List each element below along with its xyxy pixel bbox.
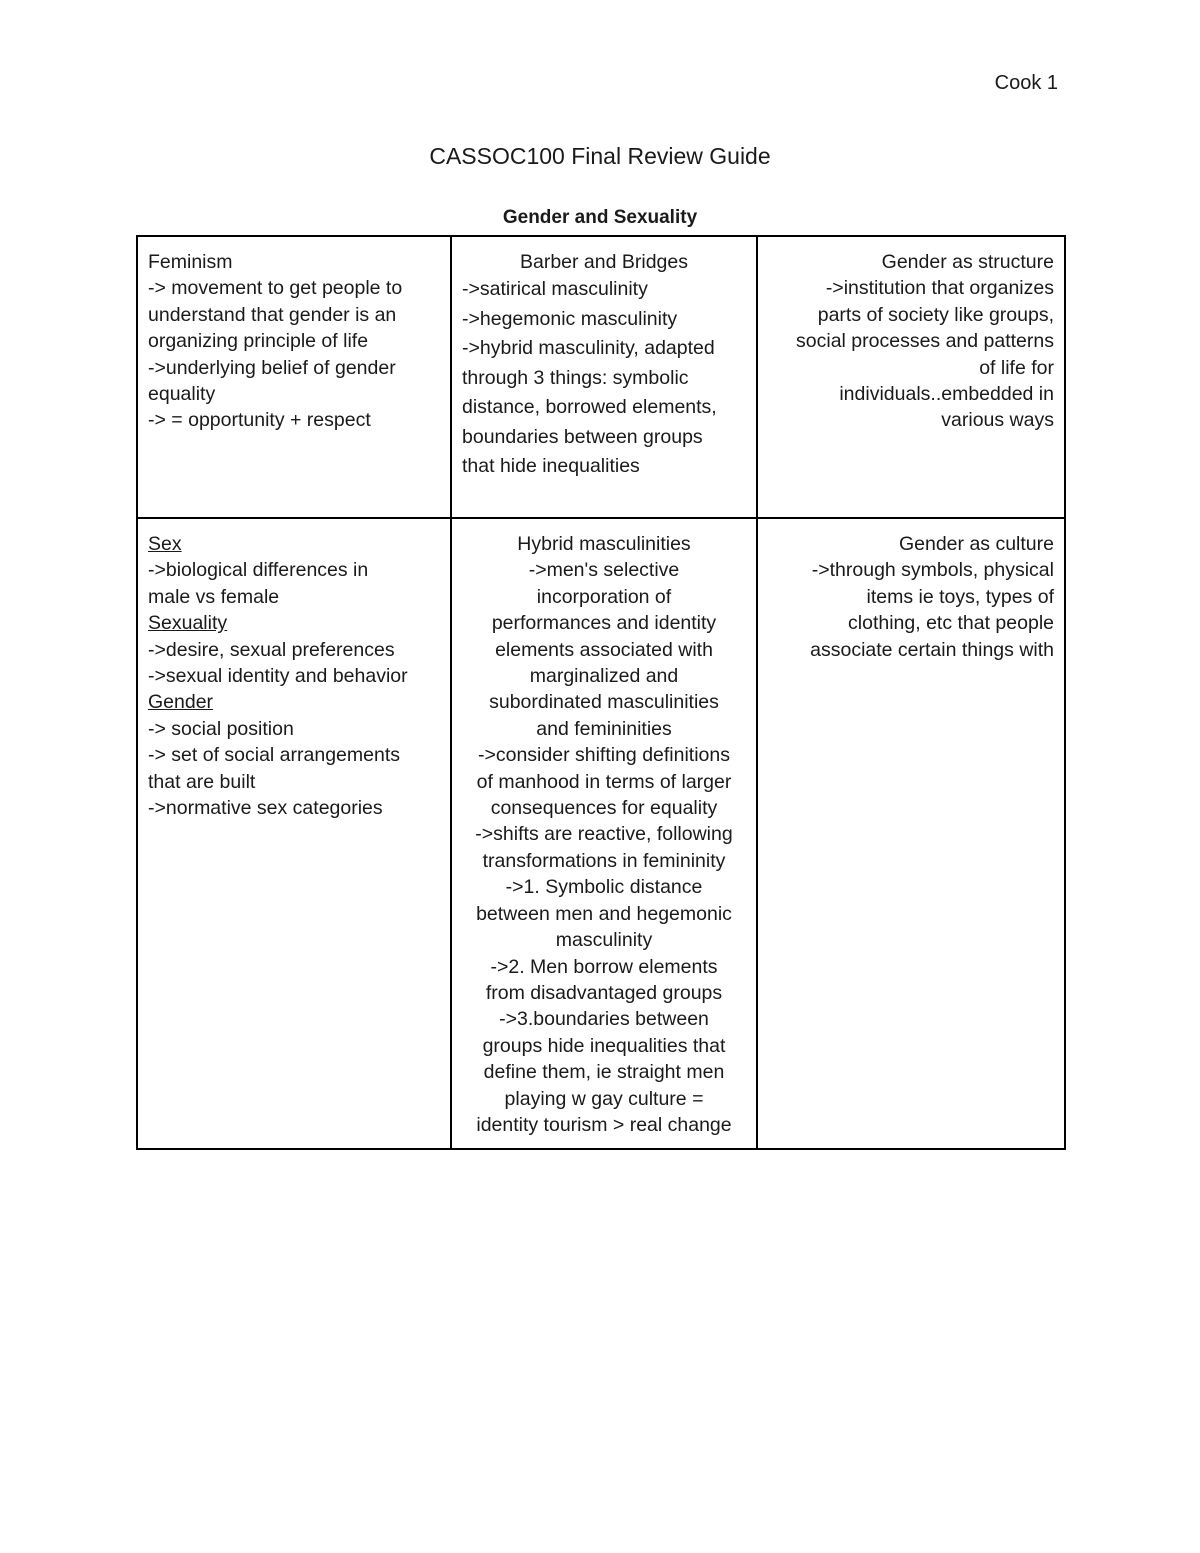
cell-line: ->desire, sexual preferences xyxy=(148,638,395,661)
gender-heading: Gender xyxy=(148,691,214,714)
cell-line: that are built xyxy=(148,770,256,793)
cell-sex-sexuality-gender xyxy=(137,518,451,1149)
cell-line: Feminism xyxy=(148,251,233,273)
cell-line: distance, borrowed elements, xyxy=(462,396,717,419)
cell-line: subordinated masculinities xyxy=(489,691,719,714)
cell-line: elements associated with xyxy=(495,638,713,661)
cell-barber-and-bridges xyxy=(451,236,757,518)
cell-line: ->2. Men borrow elements xyxy=(490,955,718,978)
cell-line: ->normative sex categories xyxy=(148,797,383,820)
cell-line: ->underlying belief of gender xyxy=(148,356,396,379)
cell-line: and femininities xyxy=(536,717,672,740)
cell-line: that hide inequalities xyxy=(462,455,640,478)
cell-line: clothing, etc that people xyxy=(848,612,1054,635)
cell-line: between men and hegemonic xyxy=(476,902,732,925)
cell-line: ->satirical masculinity xyxy=(462,278,648,301)
cell-line: ->consider shifting definitions xyxy=(477,744,730,767)
cell-line: -> set of social arrangements xyxy=(148,744,400,767)
cell-line: masculinity xyxy=(555,929,653,952)
cell-line: ->3.boundaries between xyxy=(499,1008,709,1031)
document-title: CASSOC100 Final Review Guide xyxy=(429,143,771,169)
cell-line: of manhood in terms of larger xyxy=(476,770,732,793)
section-title: Gender and Sexuality xyxy=(502,207,698,228)
cell-line: transformations in femininity xyxy=(482,849,726,872)
cell-heading: Gender as culture xyxy=(898,533,1054,555)
cell-line: performances and identity xyxy=(491,612,717,635)
cell-feminism xyxy=(137,236,451,518)
cell-line: identity tourism > real change xyxy=(476,1113,732,1136)
cell-gender-as-culture xyxy=(757,518,1065,1149)
cell-line: consequences for equality xyxy=(490,797,718,820)
cell-line: -> = opportunity + respect xyxy=(148,409,371,432)
cell-line: incorporation of xyxy=(536,585,672,608)
cell-line: understand that gender is an xyxy=(148,303,397,326)
cell-line: ->shifts are reactive, following xyxy=(475,823,733,846)
header-page-name: Cook 1 xyxy=(994,72,1058,94)
cell-line: playing w gay culture = xyxy=(504,1087,704,1110)
cell-line: equality xyxy=(148,383,216,406)
cell-line: various ways xyxy=(941,409,1054,432)
cell-line: items ie toys, types of xyxy=(866,585,1054,608)
cell-line: associate certain things with xyxy=(810,638,1054,661)
cell-line: ->sexual identity and behavior xyxy=(148,665,408,688)
cell-line: define them, ie straight men xyxy=(483,1061,725,1084)
cell-line: groups hide inequalities that xyxy=(482,1034,726,1057)
sexuality-heading: Sexuality xyxy=(148,612,228,635)
cell-line: ->hybrid masculinity, adapted xyxy=(462,337,715,360)
cell-gender-as-structure xyxy=(757,236,1065,518)
table-row xyxy=(137,236,1065,518)
cell-line: ->hegemonic masculinity xyxy=(462,307,678,330)
table-row xyxy=(137,518,1065,1149)
cell-line: male vs female xyxy=(148,585,280,608)
cell-line: boundaries between groups xyxy=(462,425,703,448)
cell-hybrid-masculinities xyxy=(451,518,757,1149)
cell-heading: Hybrid masculinities xyxy=(517,533,691,555)
cell-line: of life for xyxy=(979,356,1054,379)
cell-line: individuals..embedded in xyxy=(839,383,1054,406)
cell-line: from disadvantaged groups xyxy=(485,981,723,1004)
cell-line: ->biological differences in xyxy=(148,559,369,582)
cell-line: marginalized and xyxy=(529,665,679,688)
cell-line: social processes and patterns xyxy=(796,330,1054,353)
cell-line: through 3 things: symbolic xyxy=(462,366,689,389)
cell-line: -> social position xyxy=(148,717,294,740)
cell-heading: Barber and Bridges xyxy=(519,251,689,273)
cell-line: organizing principle of life xyxy=(148,330,369,353)
cell-line: parts of society like groups, xyxy=(817,303,1054,326)
cell-line: -> movement to get people to xyxy=(148,277,403,300)
cell-line: ->men's selective xyxy=(528,559,680,582)
cell-line: ->institution that organizes xyxy=(825,277,1054,300)
cell-line: ->through symbols, physical xyxy=(811,559,1054,582)
review-table xyxy=(136,235,1066,1150)
cell-heading: Gender as structure xyxy=(881,251,1054,273)
sex-heading: Sex xyxy=(148,533,182,555)
cell-line: ->1. Symbolic distance xyxy=(505,876,703,899)
